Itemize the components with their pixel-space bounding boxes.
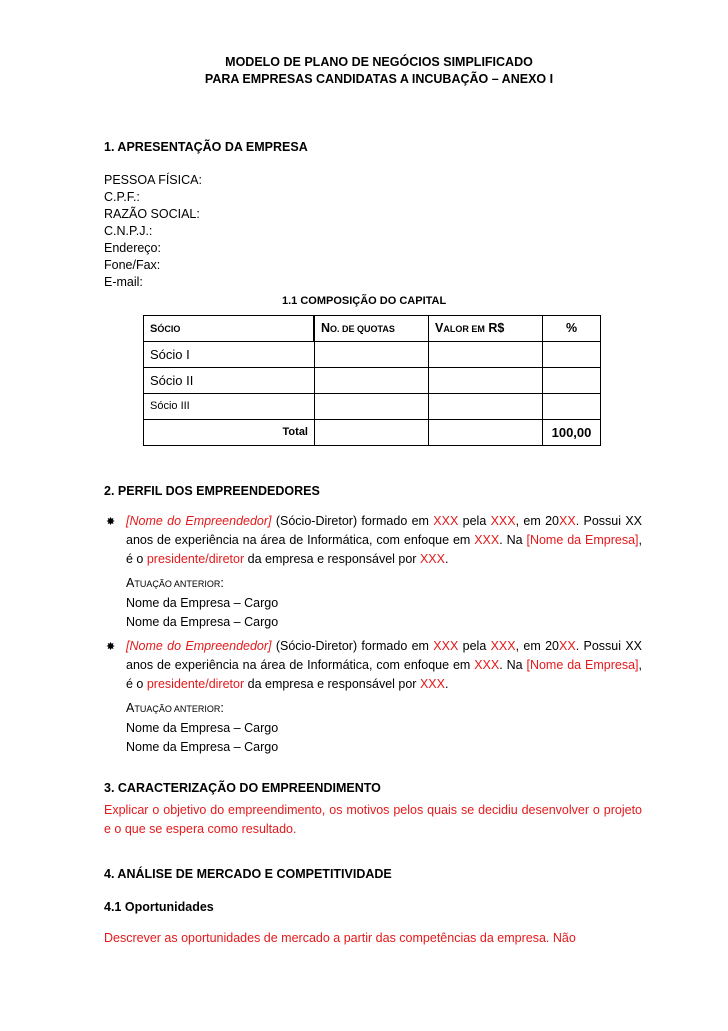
section-3-heading: 3. CARACTERIZAÇÃO DO EMPREENDIMENTO [104,781,381,795]
total-label: Total [144,420,315,446]
title-line-2: PARA EMPRESAS CANDIDATAS A INCUBAÇÃO – ANEXO I [204,72,554,86]
row-socio-2: Sócio II [144,368,315,394]
title-line-1: MODELO DE PLANO DE NEGÓCIOS SIMPLIFICADO [225,55,533,69]
header-quotas: NO. DE QUOTAS [315,316,429,342]
table-total-row [144,420,601,446]
section-2-heading: 2. PERFIL DOS EMPREENDEDORES [104,484,320,498]
previous-role-item: Nome da Empresa – Cargo [126,596,279,610]
company-fields [104,172,202,291]
row-socio-1: Sócio I [144,342,315,368]
entrepreneur-profile-2: [Nome do Empreendedor] (Sócio-Diretor) formado em XXX pela XXX, em 20XX. Possui XX anos de experiência na área de Informática, com enfoque em XXX. Na [Nome da Empresa], é o presidente/diretor da empresa e responsável por XXX. [126,639,642,691]
capital-table [143,315,601,446]
field-email: E-mail: [104,275,143,289]
table-row [144,342,601,368]
field-endereco: Endereço: [104,241,161,255]
document-title [0,54,728,88]
section-4-heading: 4. ANÁLISE DE MERCADO E COMPETITIVIDADE [104,867,392,881]
capital-table-title: 1.1 COMPOSIÇÃO DO CAPITAL [282,295,447,307]
total-percent: 100,00 [543,420,601,446]
section-4-1-heading: 4.1 Oportunidades [104,900,214,914]
section-1-heading: 1. APRESENTAÇÃO DA EMPRESA [104,140,308,154]
section-4-1-text: Descrever as oportunidades de mercado a partir das competências da empresa. Não [104,931,576,945]
previous-role-item: Nome da Empresa – Cargo [126,740,279,754]
previous-role-item: Nome da Empresa – Cargo [126,721,279,735]
header-socio: SÓCIO [144,316,314,342]
previous-roles-1 [126,574,278,632]
field-fone-fax: Fone/Fax: [104,258,161,272]
previous-roles-label: ATUAÇÃO ANTERIOR: [126,701,224,715]
table-row [144,368,601,394]
bullet-icon: ✸ [106,641,116,653]
row-socio-3: Sócio III [144,394,315,420]
field-pessoa-fisica: PESSOA FÍSICA: [104,173,202,187]
field-cpf: C.P.F.: [104,190,140,204]
entrepreneur-profile-1: [Nome do Empreendedor] (Sócio-Diretor) formado em XXX pela XXX, em 20XX. Possui XX anos de experiência na área de Informática, com enfoque em XXX. Na [Nome da Empresa], é o presidente/diretor da empresa e responsável por XXX. [126,514,642,566]
capital-table-header [144,316,601,342]
previous-roles-2 [126,699,278,757]
field-cnpj: C.N.P.J.: [104,224,153,238]
header-valor: VALOR EM R$ [429,316,543,342]
header-percent: % [543,316,601,342]
previous-roles-label: ATUAÇÃO ANTERIOR: [126,576,224,590]
section-3-text: Explicar o objetivo do empreendimento, os motivos pelos quais se decidiu desenvolver o projeto e o que se espera como resultado. [104,803,642,836]
table-row [144,394,601,420]
previous-role-item: Nome da Empresa – Cargo [126,615,279,629]
bullet-icon: ✸ [106,516,116,528]
field-razao-social: RAZÃO SOCIAL: [104,207,200,221]
